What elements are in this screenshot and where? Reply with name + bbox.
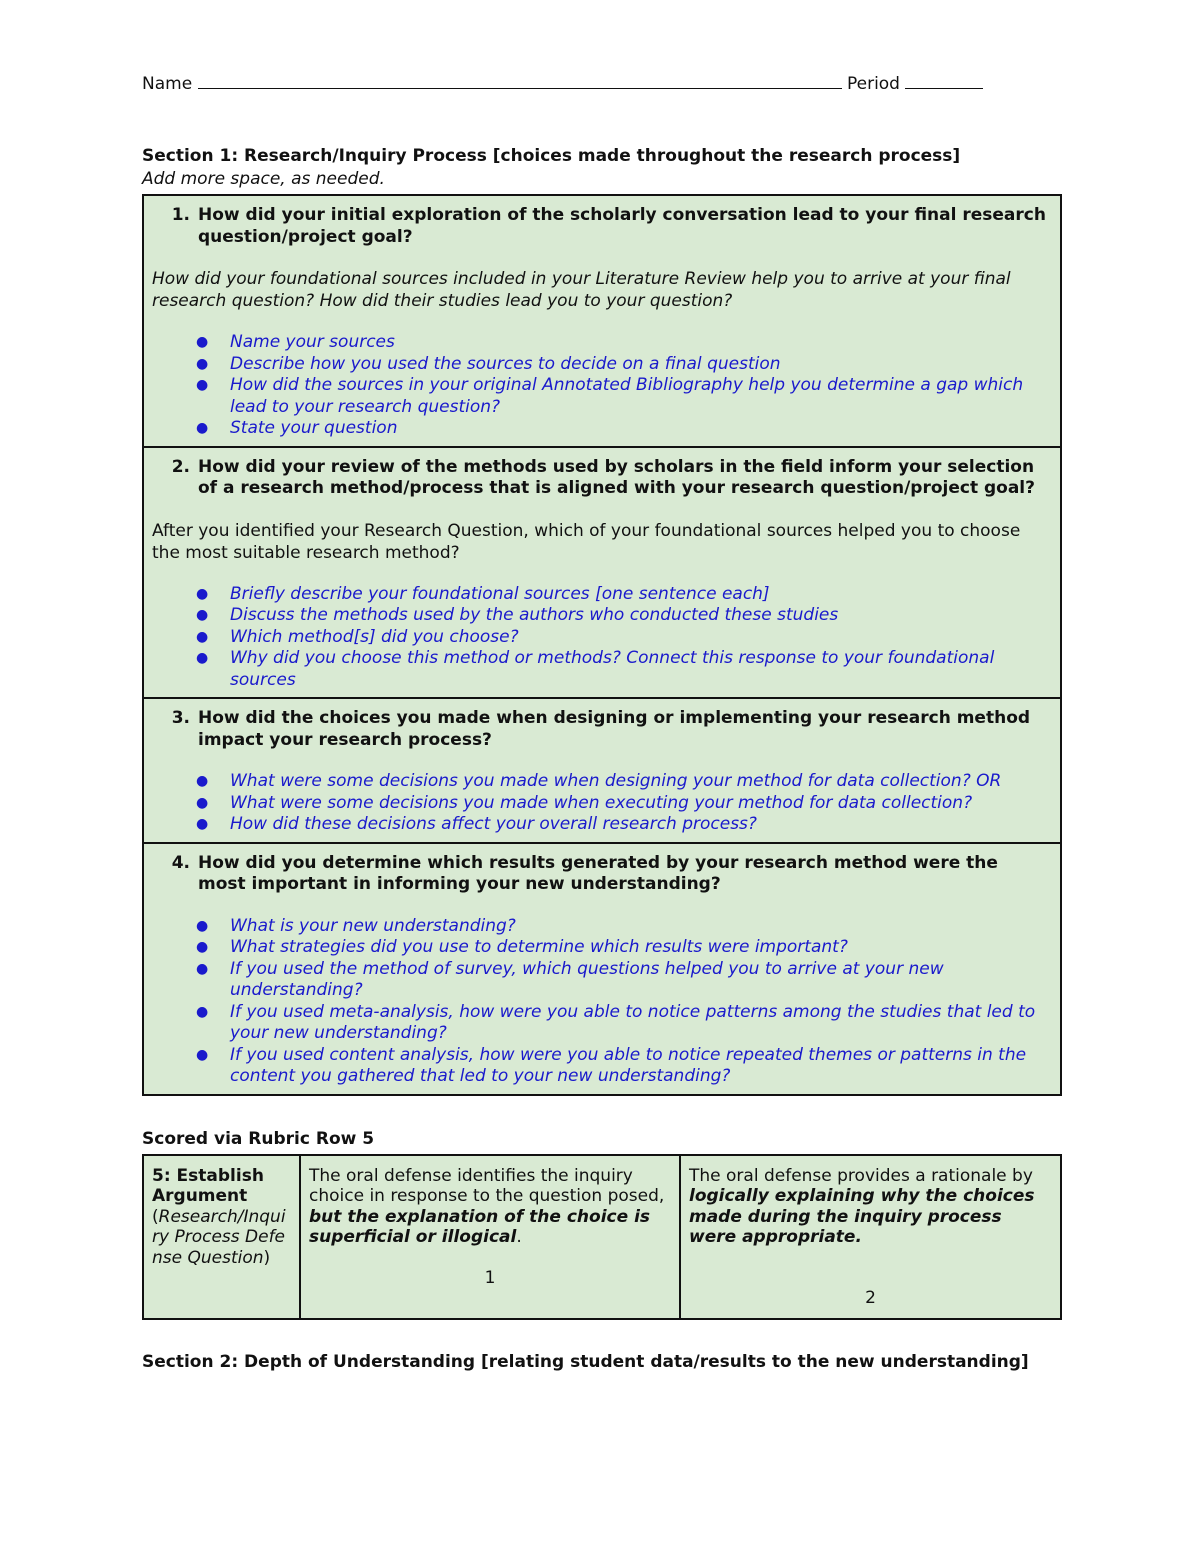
question-heading-1	[152, 205, 1050, 248]
rubric-row-title: 5: Establish Argument	[152, 1165, 264, 1206]
list-item: ● How did these decisions affect your overall research process?	[152, 814, 1050, 836]
name-field[interactable]	[198, 72, 842, 89]
question-intro: After you identified your Research Question, which of your foundational sources helped you to choose the most suitable research method?	[152, 520, 1021, 563]
list-item: ● If you used meta-analysis, how were you able to notice patterns among the studies that led to your new understanding?	[152, 1002, 1050, 1045]
bullet-icon	[152, 354, 230, 376]
prompt-list	[152, 584, 1050, 692]
bullet-icon	[152, 605, 230, 627]
rubric-score-1-cell	[301, 1156, 681, 1319]
list-item: ● Discuss the methods used by the authors who conducted these studies	[152, 605, 1050, 627]
bullet-icon	[152, 332, 230, 354]
name-period-line	[142, 72, 1062, 94]
period-label: Period	[846, 74, 900, 94]
bullet-icon	[152, 771, 230, 793]
list-item: ● What were some decisions you made when executing your method for data collection?	[152, 793, 1050, 815]
question-number: 1.	[171, 205, 190, 225]
rubric-row-label	[144, 1156, 301, 1319]
question-number: 4.	[171, 852, 190, 873]
question-number: 3.	[171, 708, 190, 728]
section1-note: Add more space, as needed.	[142, 169, 385, 189]
question-cell-1[interactable]	[144, 196, 1060, 446]
question-cell-3[interactable]	[144, 697, 1060, 842]
question-text: How did your initial exploration of the scholarly conversation lead to your final research question/project goal?	[198, 205, 1046, 247]
list-item: ● What were some decisions you made when designing your method for data collection? OR	[152, 771, 1050, 793]
bullet-icon	[152, 584, 230, 606]
bullet-icon	[152, 793, 230, 815]
rubric-row-subtitle: (Research/Inquiry Process Defense Question)	[152, 1206, 286, 1268]
questions-table	[142, 194, 1062, 1096]
list-item: ● If you used content analysis, how were you able to notice repeated themes or patterns in the content you gathered that led to your new understanding?	[152, 1045, 1050, 1088]
list-item: ● How did the sources in your original Annotated Bibliography help you determine a gap which lead to your research question?	[152, 375, 1050, 418]
section2-title: Section 2: Depth of Understanding [relating student data/results to the new understanding]	[142, 1352, 1029, 1372]
bullet-icon	[152, 1002, 230, 1045]
name-label: Name	[142, 74, 193, 94]
bullet-icon	[152, 916, 230, 938]
section1-title: Section 1: Research/Inquiry Process [choices made throughout the research process]	[142, 146, 961, 166]
rubric-table	[142, 1154, 1062, 1321]
bullet-icon	[152, 937, 230, 959]
question-number: 2.	[171, 456, 190, 477]
list-item: ● Name your sources	[152, 332, 1050, 354]
rubric-heading: Scored via Rubric Row 5	[142, 1128, 375, 1149]
question-intro: How did your foundational sources included in your Literature Review help you to arrive at your final research question? How did their studies lead you to your question?	[152, 269, 1011, 311]
list-item: ● What is your new understanding?	[152, 916, 1050, 938]
question-heading-2	[152, 457, 1050, 500]
bullet-icon	[152, 1045, 230, 1088]
list-item: ● Which method[s] did you choose?	[152, 627, 1050, 649]
question-text: How did the choices you made when designing or implementing your research method impact your research process?	[198, 708, 1031, 750]
list-item: ● Describe how you used the sources to decide on a final question	[152, 354, 1050, 376]
list-item: ● What strategies did you use to determine which results were important?	[152, 937, 1050, 959]
list-item: ● Why did you choose this method or methods? Connect this response to your foundational sources	[152, 648, 1050, 691]
bullet-icon	[152, 959, 230, 1002]
rubric-score-1: 1	[484, 1267, 496, 1288]
list-item: ● Briefly describe your foundational sources [one sentence each]	[152, 584, 1050, 606]
prompt-list	[152, 771, 1050, 836]
question-text: How did you determine which results generated by your research method were the most important in informing your new understanding?	[198, 852, 998, 894]
bullet-icon	[152, 648, 230, 691]
bullet-icon	[152, 375, 230, 418]
rubric-descriptor-1: The oral defense identifies the inquiry choice in response to the question posed, but the explanation of the choice is superficial or illogical.	[309, 1165, 665, 1247]
question-cell-4[interactable]	[144, 842, 1060, 1094]
bullet-icon	[152, 814, 230, 836]
bullet-icon	[152, 627, 230, 649]
worksheet-page	[142, 72, 1062, 1374]
period-field[interactable]	[905, 72, 983, 89]
rubric-score-2-cell	[681, 1156, 1060, 1319]
prompt-list	[152, 916, 1050, 1088]
question-cell-2[interactable]	[144, 446, 1060, 698]
rubric-score-2: 2	[865, 1287, 876, 1308]
list-item: ● State your question	[152, 418, 1050, 440]
list-item: ● If you used the method of survey, which questions helped you to arrive at your new understanding?	[152, 959, 1050, 1002]
question-heading-4	[152, 853, 1050, 896]
question-text: How did your review of the methods used by scholars in the field inform your selection of a research method/process that is aligned with your research question/project goal?	[198, 456, 1035, 498]
question-heading-3	[152, 708, 1050, 751]
rubric-descriptor-2: The oral defense provides a rationale by logically explaining why the choices made during the inquiry process were appropriate.	[689, 1165, 1035, 1247]
prompt-list	[152, 332, 1050, 440]
bullet-icon	[152, 418, 230, 440]
